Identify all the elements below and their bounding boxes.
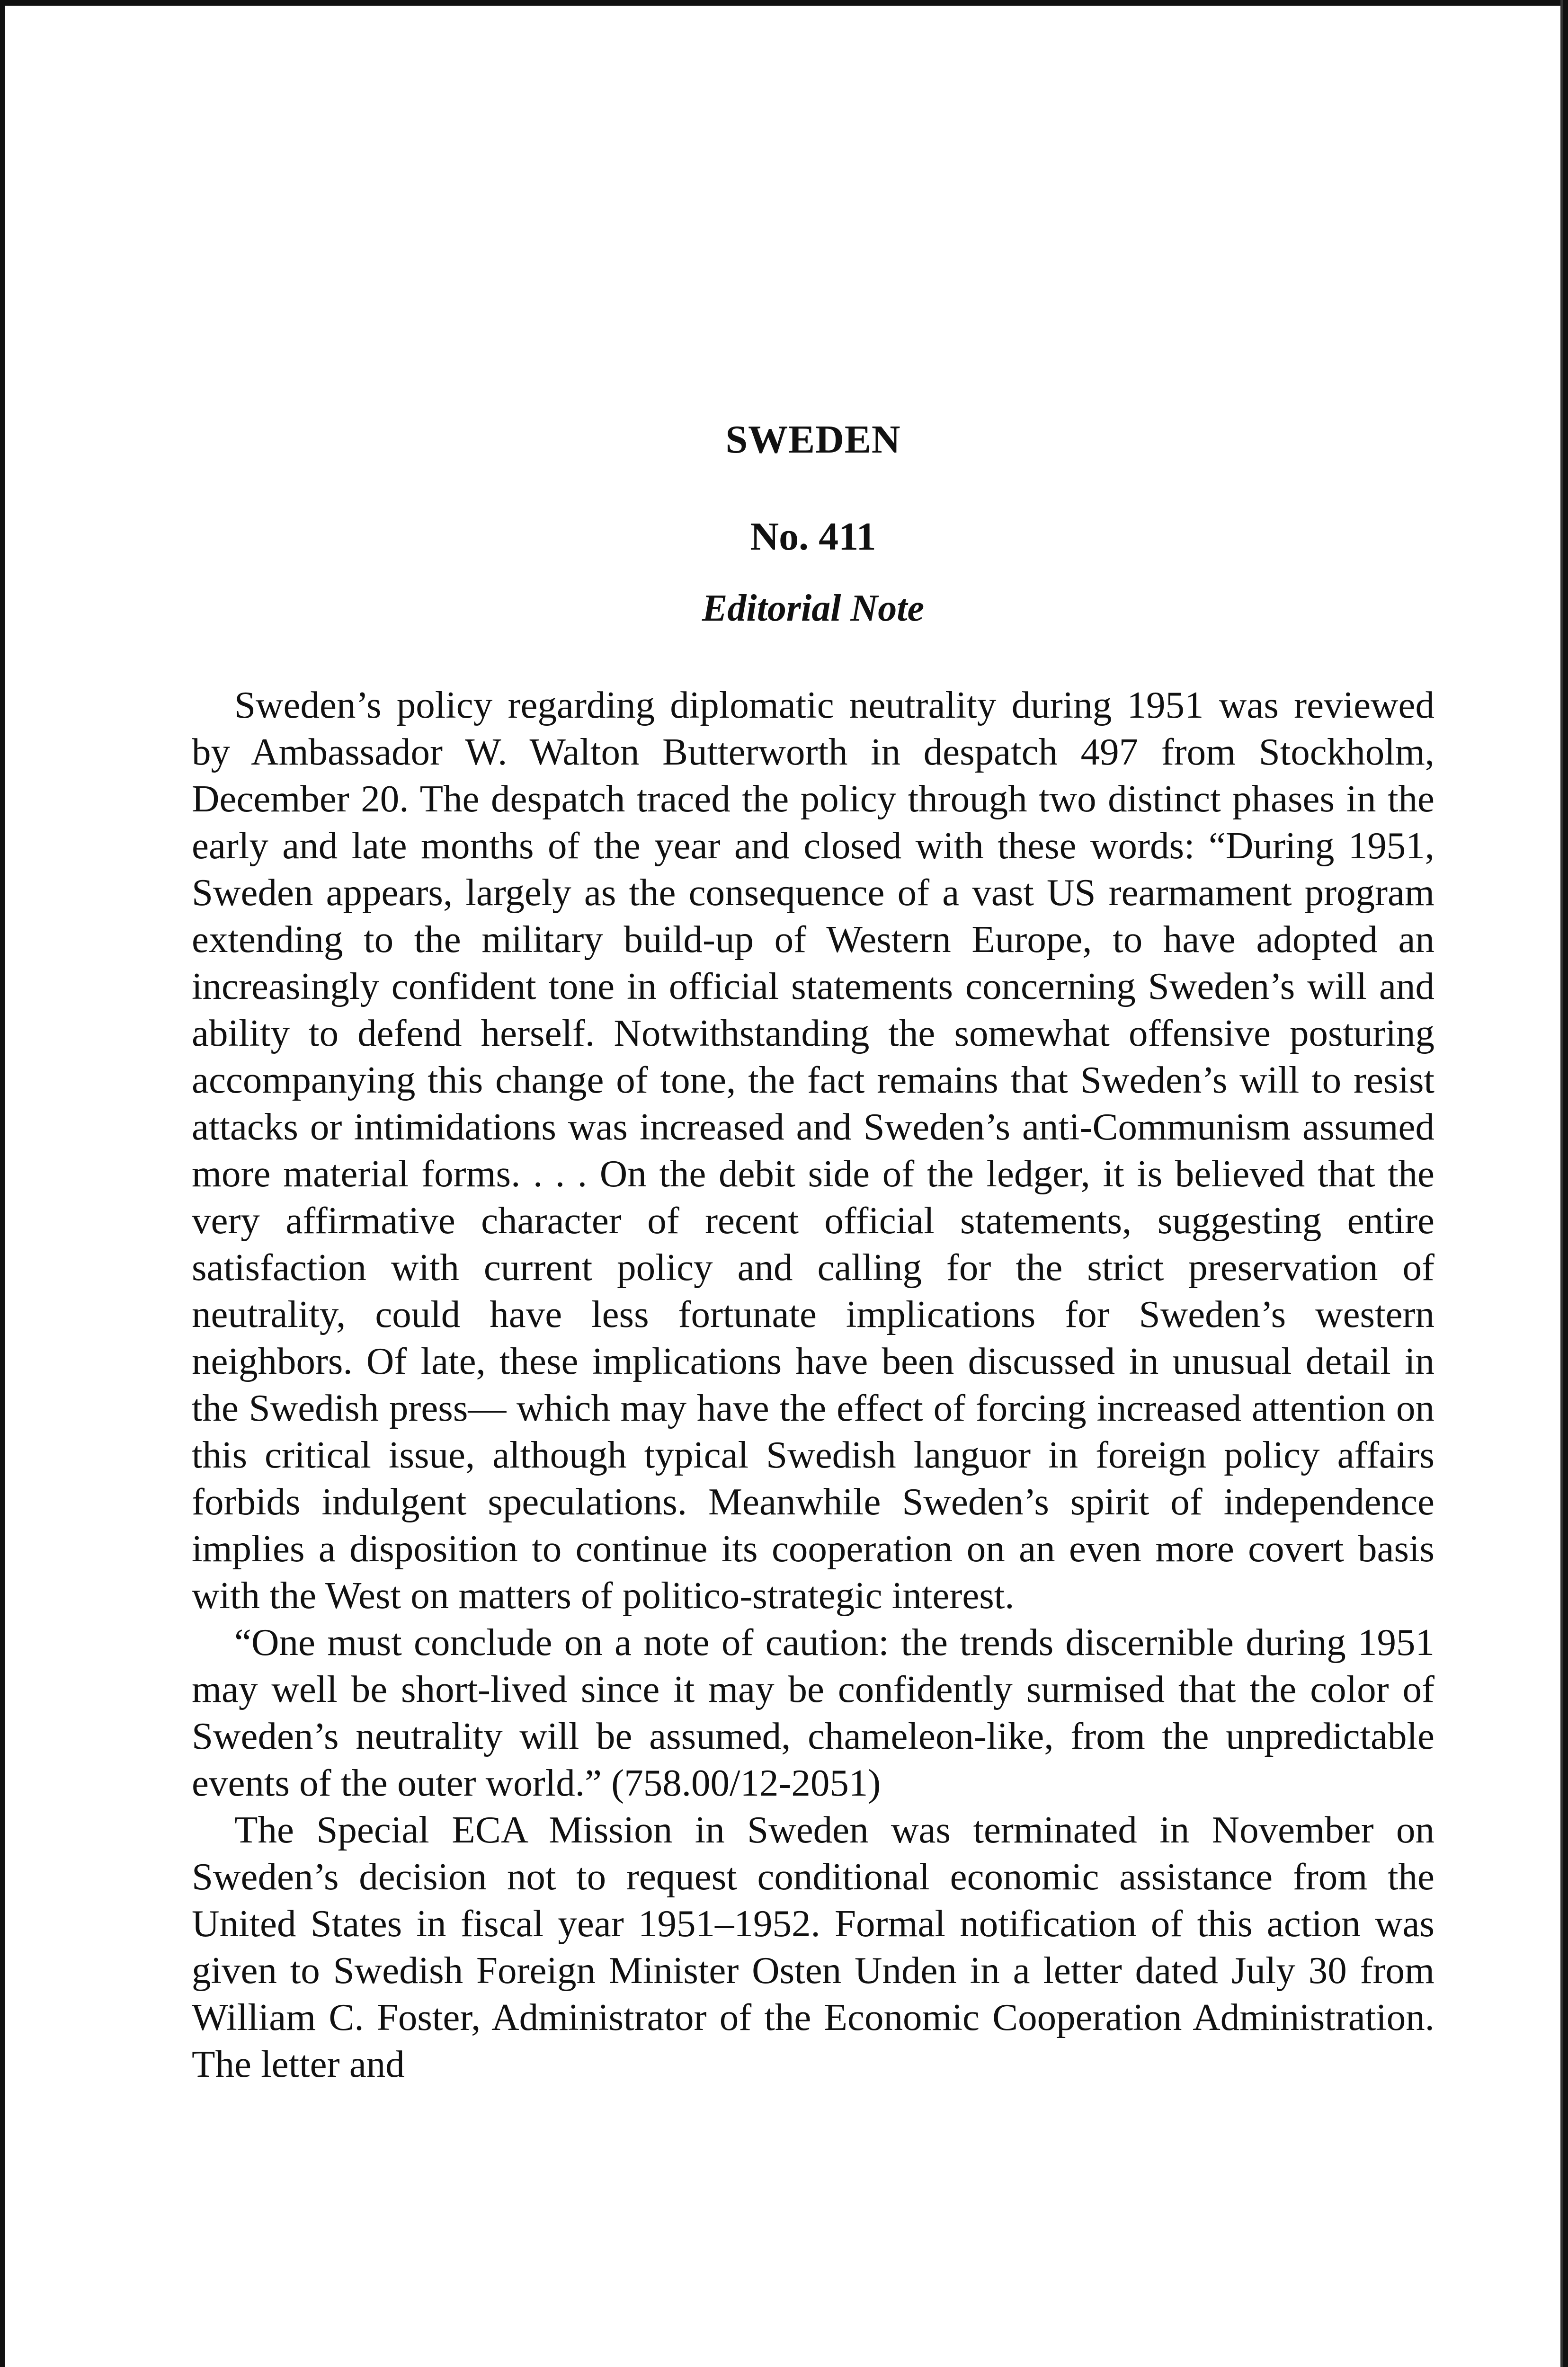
- paragraph-2: “One must conclude on a note of caution: the trends discernible during 1951 may well be short-lived since it may be confidently surmised that the color of Sweden’s neutrality will be assumed, chameleon-like, from the unpredictable events of the outer world.” (758.00/12-2051): [192, 1621, 1434, 1804]
- paragraph-3: The Special ECA Mission in Sweden was terminated in November on Sweden’s decision not to request conditional economic assistance from the United States in fiscal year 1951–1952. Formal notification of this action was given to Swedish Foreign Minister Osten Unden in a letter dated July 30 from William C. Foster, Administrator of the Economic Cooperation Administration. The letter and: [192, 1808, 1434, 2085]
- page-edge-rule: [1560, 0, 1563, 2367]
- document-subtitle: Editorial Note: [702, 587, 924, 629]
- section-title: SWEDEN: [725, 418, 901, 462]
- document-number: No. 411: [750, 515, 876, 559]
- paragraph-1: Sweden’s policy regarding diplomatic neutrality during 1951 was reviewed by Ambassador W. Walton Butterworth in despatch 497 from Stockholm, December 20. The despatch traced the policy through two distinct phases in the early and late months of the year and closed with these words: “During 1951, Sweden appears, largely as the consequence of a vast US rearmament program extending to the military build-up of Western Europe, to have adopted an increasingly confident tone in official statements concerning Sweden’s will and ability to defend herself. Notwithstanding the somewhat offensive posturing accompanying this change of tone, the fact remains that Sweden’s will to resist attacks or intimidations was increased and Sweden’s anti-Communism assumed more material forms. . . . On the debit side of the ledger, it is believed that the very affirmative character of recent official statements, suggesting entire satisfaction with current policy and calling for the strict preservation of neutrality, could have less fortunate implications for Sweden’s western neighbors. Of late, these implications have been discussed in unusual detail in the Swedish press— which may have the effect of forcing increased attention on this critical issue, although typical Swedish languor in foreign policy affairs forbids indulgent speculations. Meanwhile Sweden’s spirit of independence implies a disposition to continue its cooperation on an even more covert basis with the West on matters of politico-strategic interest.: [192, 684, 1434, 1617]
- body-text: [192, 682, 1434, 2088]
